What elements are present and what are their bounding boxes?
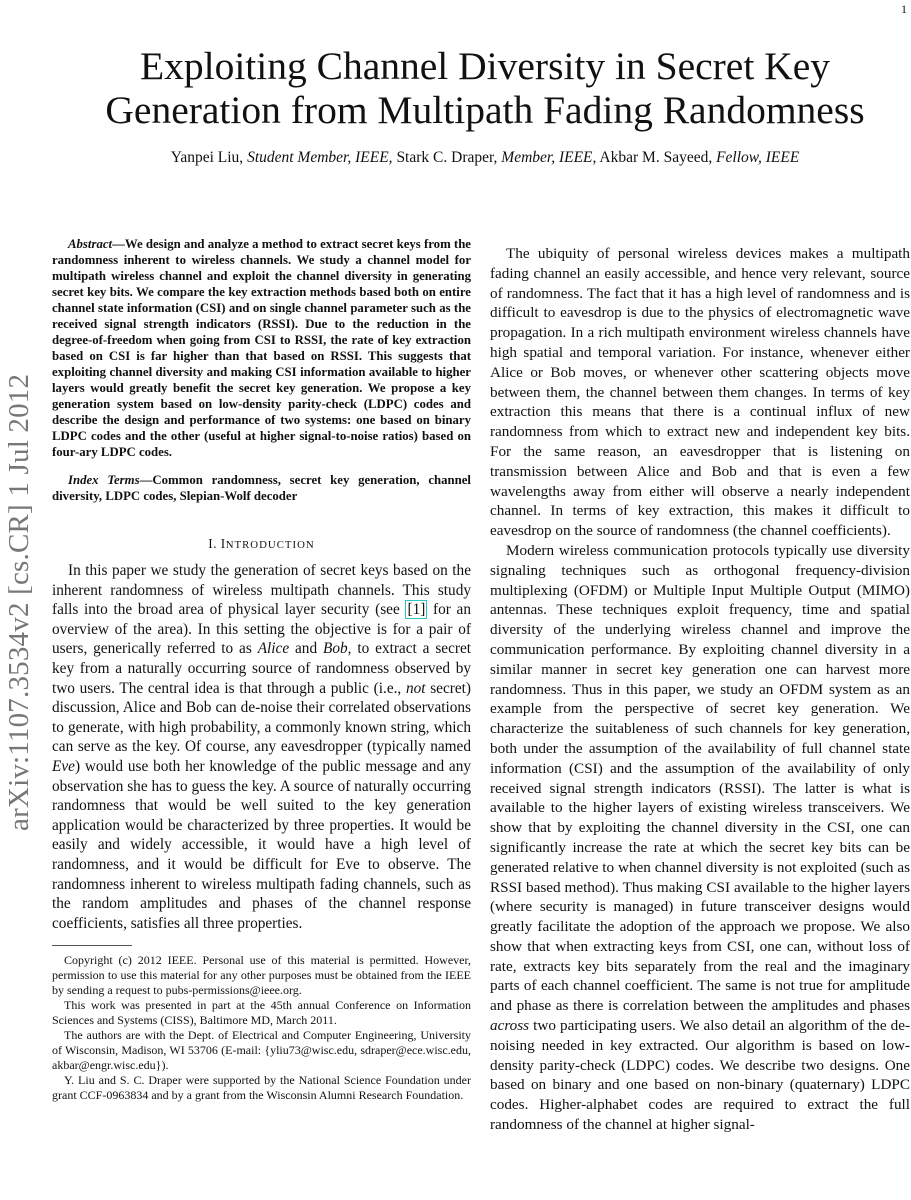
index-terms-label: Index Terms [68,473,140,487]
abstract [52,236,471,460]
footnote-divider [52,945,132,946]
index-terms [52,472,471,504]
author-1-role: Student Member, IEEE, [247,149,393,166]
author-list [60,149,910,167]
author-2-role: Member, IEEE, [501,149,597,166]
right-paragraph-2-text-a: Modern wireless communication protocols typically use diversity signaling techniques such as orthogonal frequency-division multiplexing (OFDM) or Multiple Input Multiple Output (MIMO) antennas. These techniques exploit frequency, time and spatial diversity of the underlying wireless channel and improve the communication performance. By exploiting channel diversity in a similar manner in secret key generation one can harvest more randomness. Thus in this paper, we study an OFDM system as an example from the perspective of secret key generation. We characterize the suitableness of such channels for key generation, both under the assumption of the availability of full channel state information (CSI) and the assumption of the availability of only received signal strength indicators (RSSI). The latter is what is available to the higher layers of existing wireless transceivers. We show that by exploiting the channel diversity in the CSI, one can significantly increase the rate at which the secret key bits can be generated relative to when channel diversity is not exploited (such as RSSI based method). Thus making CSI available to the higher layers (where security is managed) in future transceiver designs would greatly facilitate the adoption of the approach we propose. We also show that when extracting keys from CSI, one can, without loss of rate, extracts key bits separately from the real and the imaginary parts of each channel coefficient. The same is not true for amplitude and phase as there is correlation between the amplitudes and phases [490,541,910,1015]
footnote-presented: This work was presented in part at the 45th annual Conference on Information Sciences and Systems (CISS), Baltimore MD, March 2011. [52,998,471,1028]
citation-link-1[interactable]: [1] [407,601,426,619]
section-numeral: I. [208,536,221,551]
footnote-copyright: Copyright (c) 2012 IEEE. Personal use of this material is permitted. However, permission to use this material for any other purposes must be obtained from the IEEE by sending a request to pubs-permissions@ieee.org. [52,953,471,998]
right-column [490,244,910,1135]
intro-paragraph [52,561,471,933]
footnote-support: Y. Liu and S. C. Draper were supported by the National Science Foundation under grant CCF-0963834 and by a grant from the Wisconsin Alumni Research Foundation. [52,1073,471,1103]
author-3-role: Fellow, IEEE [716,149,800,166]
abstract-label: Abstract [68,237,113,251]
author-3-name: Akbar M. Sayeed, [596,149,717,166]
intro-text-3: and [289,640,323,658]
footnote-affiliation: The authors are with the Dept. of Electrical and Computer Engineering, University of Wisconsin, Madison, WI 53706 (E-mail: {yliu73@wisc.edu, sdraper@ece.wisc.edu, akbar@engr.wisc.edu}). [52,1028,471,1073]
left-column [52,236,471,1103]
section-heading-introduction [52,536,471,552]
intro-alice: Alice [257,640,290,658]
section-rest: NTRODUCTION [225,539,315,551]
right-paragraph-2-text-b: two participating users. We also detail an algorithm of the de-noising needed in key extracted. Our algorithm is based on low-density parity-check (LDPC) codes. We describe two designs. One based on binary and one based on non-binary (quaternary) LDPC codes. Higher-alphabet codes are required to extract the full randomness of the channel at higher signal- [490,1017,910,1134]
title-line-1: Exploiting Channel Diversity in Secret Key [139,44,830,88]
arxiv-stamp: arXiv:1107.3534v2 [cs.CR] 1 Jul 2012 [3,373,35,831]
right-paragraph-1: The ubiquity of personal wireless devices makes a multipath fading channel an easily accessible, and hence very relevant, source of randomness. The fact that it has a high level of randomness and is difficult to eavesdrop is due to the physics of electromagnetic wave propagation. In a rich multipath environment wireless channels have high spatial and temporal variation. For instance, whenever either Alice or Bob moves, or whenever other scattering objects move between them, the channel between them changes. In terms of key extraction this means that there is a continual influx of new randomness from which to extract new and independent key bits. For the same reason, an eavesdropper that is listening on transmission between Alice and Bob and that is even a few wavelengths away from either will observe a nearly independent channel. In terms of key extraction, this makes it difficult to eavesdrop on the source of randomness (the channel coefficients). [490,245,910,540]
intro-eve: Eve [52,757,75,775]
page-number: 1 [901,2,907,16]
intro-bob: Bob [323,640,348,658]
title-line-2: Generation from Multipath Fading Randomness [105,88,865,132]
intro-text-5: secret) discussion, Alice and Bob can de-noise their correlated observations to generate, with high probability, a commonly known string, which can serve as the key. Of course, any eavesdropper (typically named [52,679,471,756]
paper-title [60,44,910,132]
index-terms-text: —Common randomness, secret key generation, channel diversity, LDPC codes, Slepian-Wolf decoder [52,473,471,503]
right-paragraph-2-across: across [490,1017,530,1035]
right-paragraph-2 [490,541,910,1135]
author-2-name: Stark C. Draper, [392,149,502,166]
author-1-name: Yanpei Liu, [170,149,248,166]
intro-text-4: , to extract a secret key from a naturally occurring source of randomness observed by two users. The central idea is that through a public (i.e., [52,640,471,697]
abstract-text: —We design and analyze a method to extract secret keys from the randomness inherent to wireless channels. We study a channel model for multipath wireless channel and exploit the channel diversity in generating secret key bits. We compare the key extraction methods based both on entire channel state information (CSI) and on single channel parameter such as the received signal strength indicators (RSSI). Due to the reduction in the degree-of-freedom when going from CSI to RSSI, the rate of key extraction based on CSI is far higher than that based on RSSI. This suggests that exploiting channel diversity and making CSI information available to higher layers would greatly benefit the secret key generation. We propose a key generation system based on low-density parity-check (LDPC) codes and describe the design and performance of two systems: one based on binary LDPC codes and the other (useful at higher signal-to-noise ratios) based on four-ary LDPC codes. [52,237,471,459]
intro-not: not [405,679,426,697]
intro-text-6: ) would use both her knowledge of the public message and any observation she has to guess the key. A source of naturally occurring randomness that would be well suited to the key generation application would be characterized by three properties. It would be easily and widely accessible, it would have a high level of randomness, and it would be difficult for Eve to observe. The randomness inherent to wireless multipath fading channels, such as the random amplitudes and phases of the channel response coefficients, satisfies all three properties. [52,757,471,932]
intro-text-1: In this paper we study the generation of secret keys based on the inherent randomness of wireless multipath channels. This study falls into the broad area of physical layer security (see [52,562,471,619]
section-first-letter: I [220,536,226,551]
intro-text-2: for an overview of the area). In this setting the objective is for a pair of users, generically referred to as [52,601,471,658]
